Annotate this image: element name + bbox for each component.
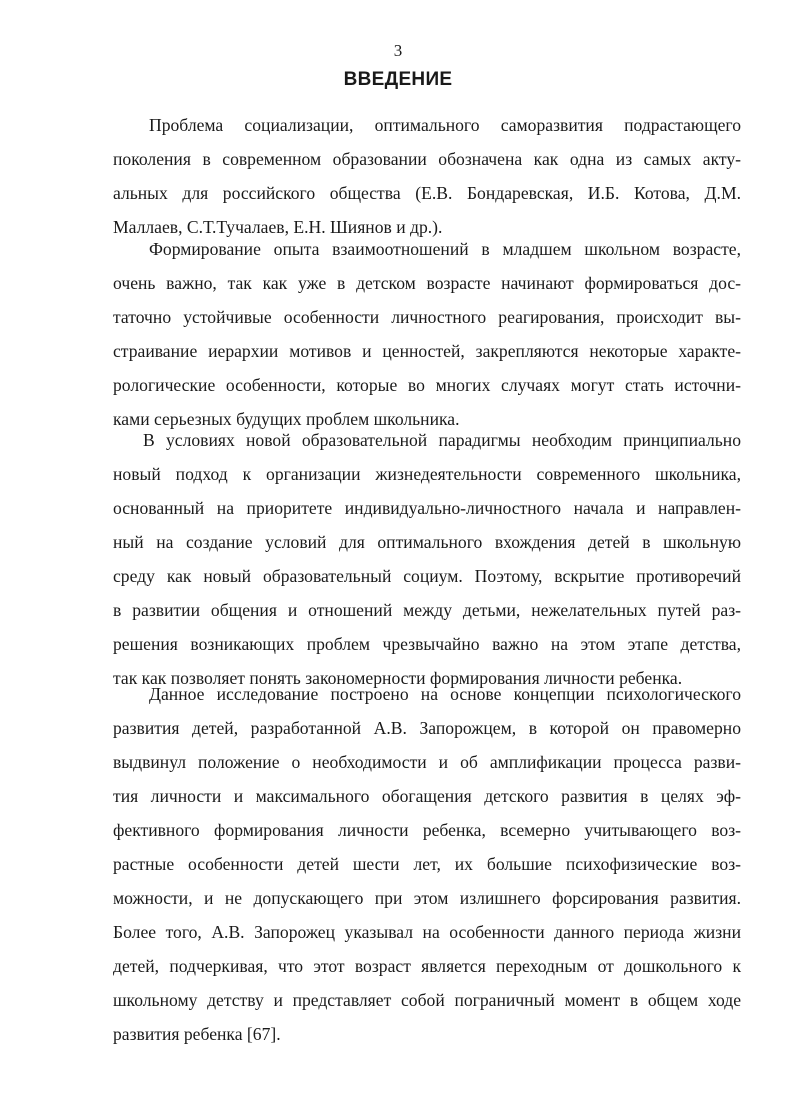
text-line: решения возникающих проблем чрезвычайно важно на этом этапе детства, [113,634,741,654]
text-line: Проблема социализации, оптимального саморазвития подрастающего [149,115,741,135]
text-line: страивание иерархии мотивов и ценностей, закрепляются некоторые характе- [113,341,741,361]
text-line: очень важно, так как уже в детском возрасте начинают формироваться дос- [113,273,741,293]
text-line: Маллаев, С.Т.Тучалаев, Е.Н. Шиянов и др.). [113,217,443,237]
text-line: детей, подчеркивая, что этот возраст является переходным от дошкольного к [113,956,741,976]
text-line: таточно устойчивые особенности личностного реагирования, происходит вы- [113,307,741,327]
text-line: основанный на приоритете индивидуально-личностного начала и направлен- [113,498,741,518]
text-line: поколения в современном образовании обозначена как одна из самых акту- [113,149,741,169]
text-line: тия личности и максимального обогащения детского развития в целях эф- [113,786,741,806]
text-line: развития детей, разработанной А.В. Запорожцем, в которой он правомерно [113,718,741,738]
text-line: можности, и не допускающего при этом излишнего форсирования развития. [113,888,741,908]
text-line: школьному детству и представляет собой пограничный момент в общем ходе [113,990,741,1010]
text-line: Формирование опыта взаимоотношений в младшем школьном возрасте, [149,239,741,259]
text-line: ками серьезных будущих проблем школьника. [113,409,460,429]
text-line: выдвинул положение о необходимости и об амплификации процесса разви- [113,752,741,772]
text-line: Данное исследование построено на основе концепции психологического [149,684,741,704]
text-line: среду как новый образовательный социум. Поэтому, вскрытие противоречий [113,566,741,586]
text-line: В условиях новой образовательной парадигмы необходим принципиально [143,430,741,450]
section-heading: ВВЕДЕНИЕ [343,69,453,90]
text-line: в развитии общения и отношений между детьми, нежелательных путей раз- [113,600,741,620]
text-line: растные особенности детей шести лет, их большие психофизические воз- [113,854,741,874]
text-line: ный на создание условий для оптимального вхождения детей в школьную [113,532,741,552]
text-line: развития ребенка [67]. [113,1024,281,1044]
page-number: 3 [393,41,403,60]
text-line: Более того, А.В. Запорожец указывал на особенности данного периода жизни [113,922,741,942]
text-line: новый подход к организации жизнедеятельности современного школьника, [113,464,741,484]
text-line: рологические особенности, которые во многих случаях могут стать источни- [113,375,741,395]
text-line: так как позволяет понять закономерности формирования личности ребенка. [113,668,683,688]
text-line: альных для российского общества (Е.В. Бондаревская, И.Б. Котова, Д.М. [113,183,741,203]
text-line: фективного формирования личности ребенка, всемерно учитывающего воз- [113,820,741,840]
